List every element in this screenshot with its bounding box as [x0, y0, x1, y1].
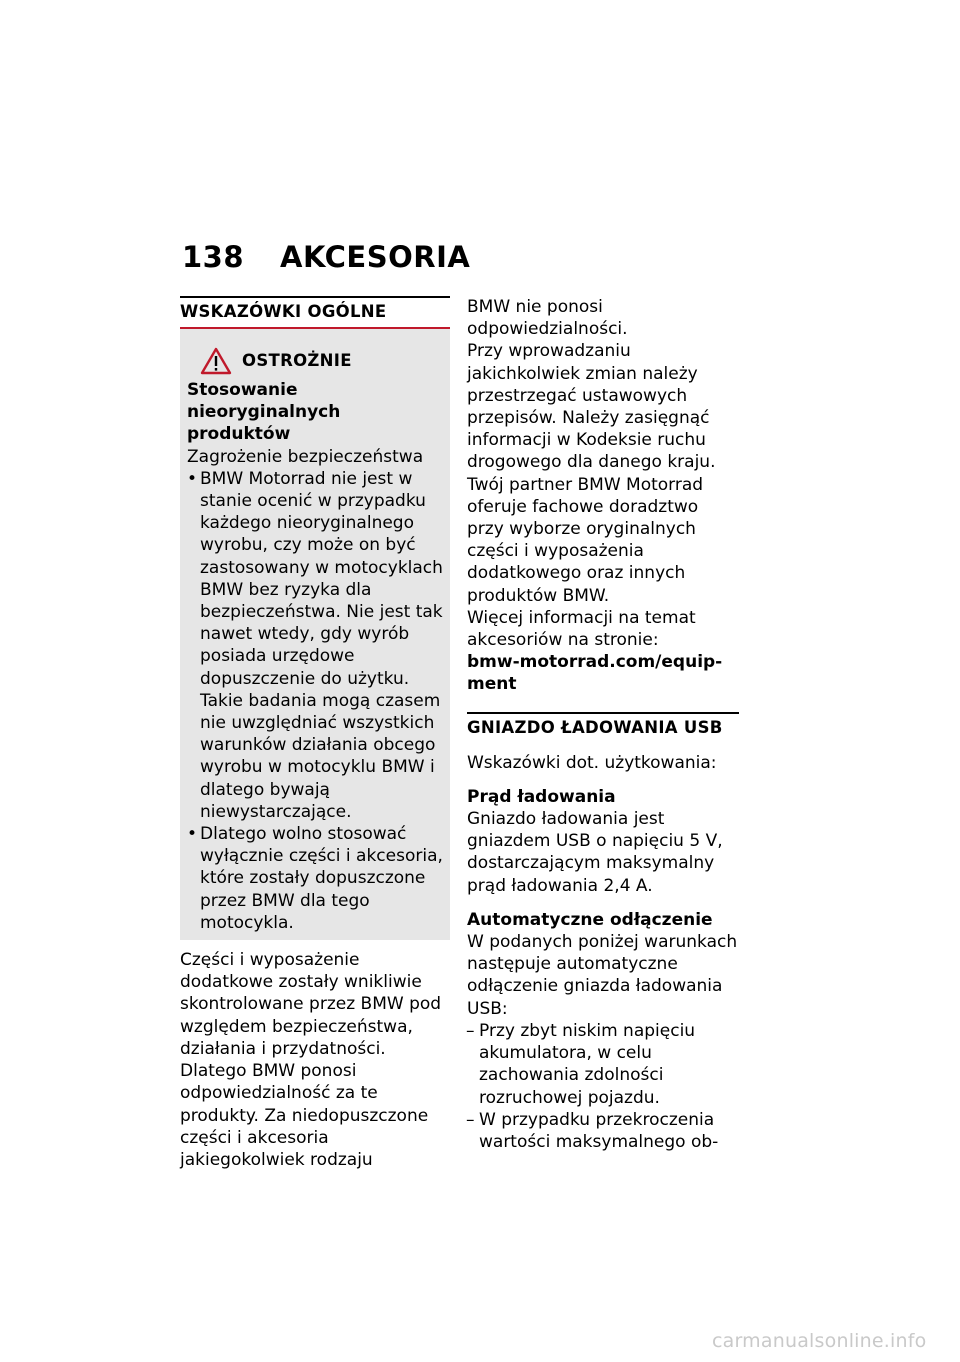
warning-heading-line-2: produktów — [187, 424, 291, 445]
charge-heading: Prąd ładowania — [467, 786, 616, 807]
warning-bullet: • BMW Motorrad nie jest w stanie ocenić w przypadku każdego nieoryginalnego wyrobu, czy może on być zastosowany w motocyklach BMW bez ryzyka dla bezpieczeństwa. Nie jest tak nawet wtedy, gdy wyrób posiada urzędowe dopuszczenie do użytku. Takie badania mogą czasem nie uwzględniać wszystkich warunków działania obcego wyrobu w motocyklu BMW i dlatego bywają niewystarczające. — [187, 468, 444, 823]
page-header — [182, 240, 470, 274]
continuation-paragraph: BMW nie ponosi odpowiedzialności. — [467, 297, 628, 340]
website-link-line-2[interactable]: ment — [467, 674, 517, 695]
auto-disconnect-heading: Automatyczne odłączenie — [467, 909, 713, 930]
chapter-title: AKCESORIA — [280, 240, 471, 274]
warning-header — [200, 343, 444, 379]
page-number: 138 — [182, 240, 245, 274]
charge-paragraph: Gniazdo ładowania jest gniazdem USB o napięciu 5 V, dostarczającym maksymalny prąd ładowania 2,4 A. — [467, 809, 723, 896]
warning-title: OSTROŻNIE — [242, 350, 352, 370]
condition-item: – W przypadku przekroczenia wartości maksymalnego ob- — [467, 1109, 739, 1153]
regulations-paragraph: Przy wprowadzaniu jakichkolwiek zmian należy przestrzegać ustawowych przepisów. Należy zasięgnąć informacji w Kodeksie ruchu drogowego dla danego kraju. — [467, 341, 716, 473]
left-column — [180, 296, 450, 1171]
info-paragraph: Więcej informacji na temat akcesoriów na stronie: — [467, 607, 696, 651]
website-link-line-1[interactable]: bmw-motorrad.com/equip- — [467, 652, 723, 673]
warning-bullet-list — [187, 468, 444, 934]
watermark: carmanualsonline.info — [712, 1330, 927, 1352]
right-column — [467, 296, 739, 1153]
warning-box — [180, 329, 450, 940]
warning-heading-line-1: Stosowanie nieoryginalnych — [187, 380, 341, 423]
body-paragraph: Części i wyposażenie dodatkowe zostały wnikliwie skontrolowane przez BMW pod względem bezpieczeństwa, działania i przydatności. Dlatego BMW ponosi odpowiedzialność za te produkty. Za niedopuszczone części i akcesoria jakiegokolwiek rodzaju — [180, 950, 442, 1170]
usage-note: Wskazówki dot. użytkowania: — [467, 752, 717, 773]
warning-bullet: • Dlatego wolno stosować wyłącznie części i akcesoria, które zostały dopuszczone przez BMW dla tego motocykla. — [187, 823, 444, 934]
condition-item: – Przy zbyt niskim napięciu akumulatora, w celu zachowania zdolności rozruchowej pojazdu. — [467, 1020, 739, 1109]
warning-triangle-icon — [200, 347, 232, 375]
partner-paragraph: Twój partner BMW Motorrad oferuje fachowe doradztwo przy wyborze oryginalnych części i wyposażenia dodatkowego oraz innych produktów BMW. — [467, 474, 704, 606]
section-title-usb: GNIAZDO ŁADOWANIA USB — [467, 712, 739, 743]
auto-disconnect-paragraph: W podanych poniżej warunkach następuje automatyczne odłączenie gniazda ładowania USB: — [467, 932, 738, 1019]
disconnect-conditions-list — [467, 1020, 739, 1153]
warning-subtitle: Zagrożenie bezpieczeństwa — [187, 446, 424, 467]
section-title-general: WSKAZÓWKI OGÓLNE — [180, 296, 450, 327]
